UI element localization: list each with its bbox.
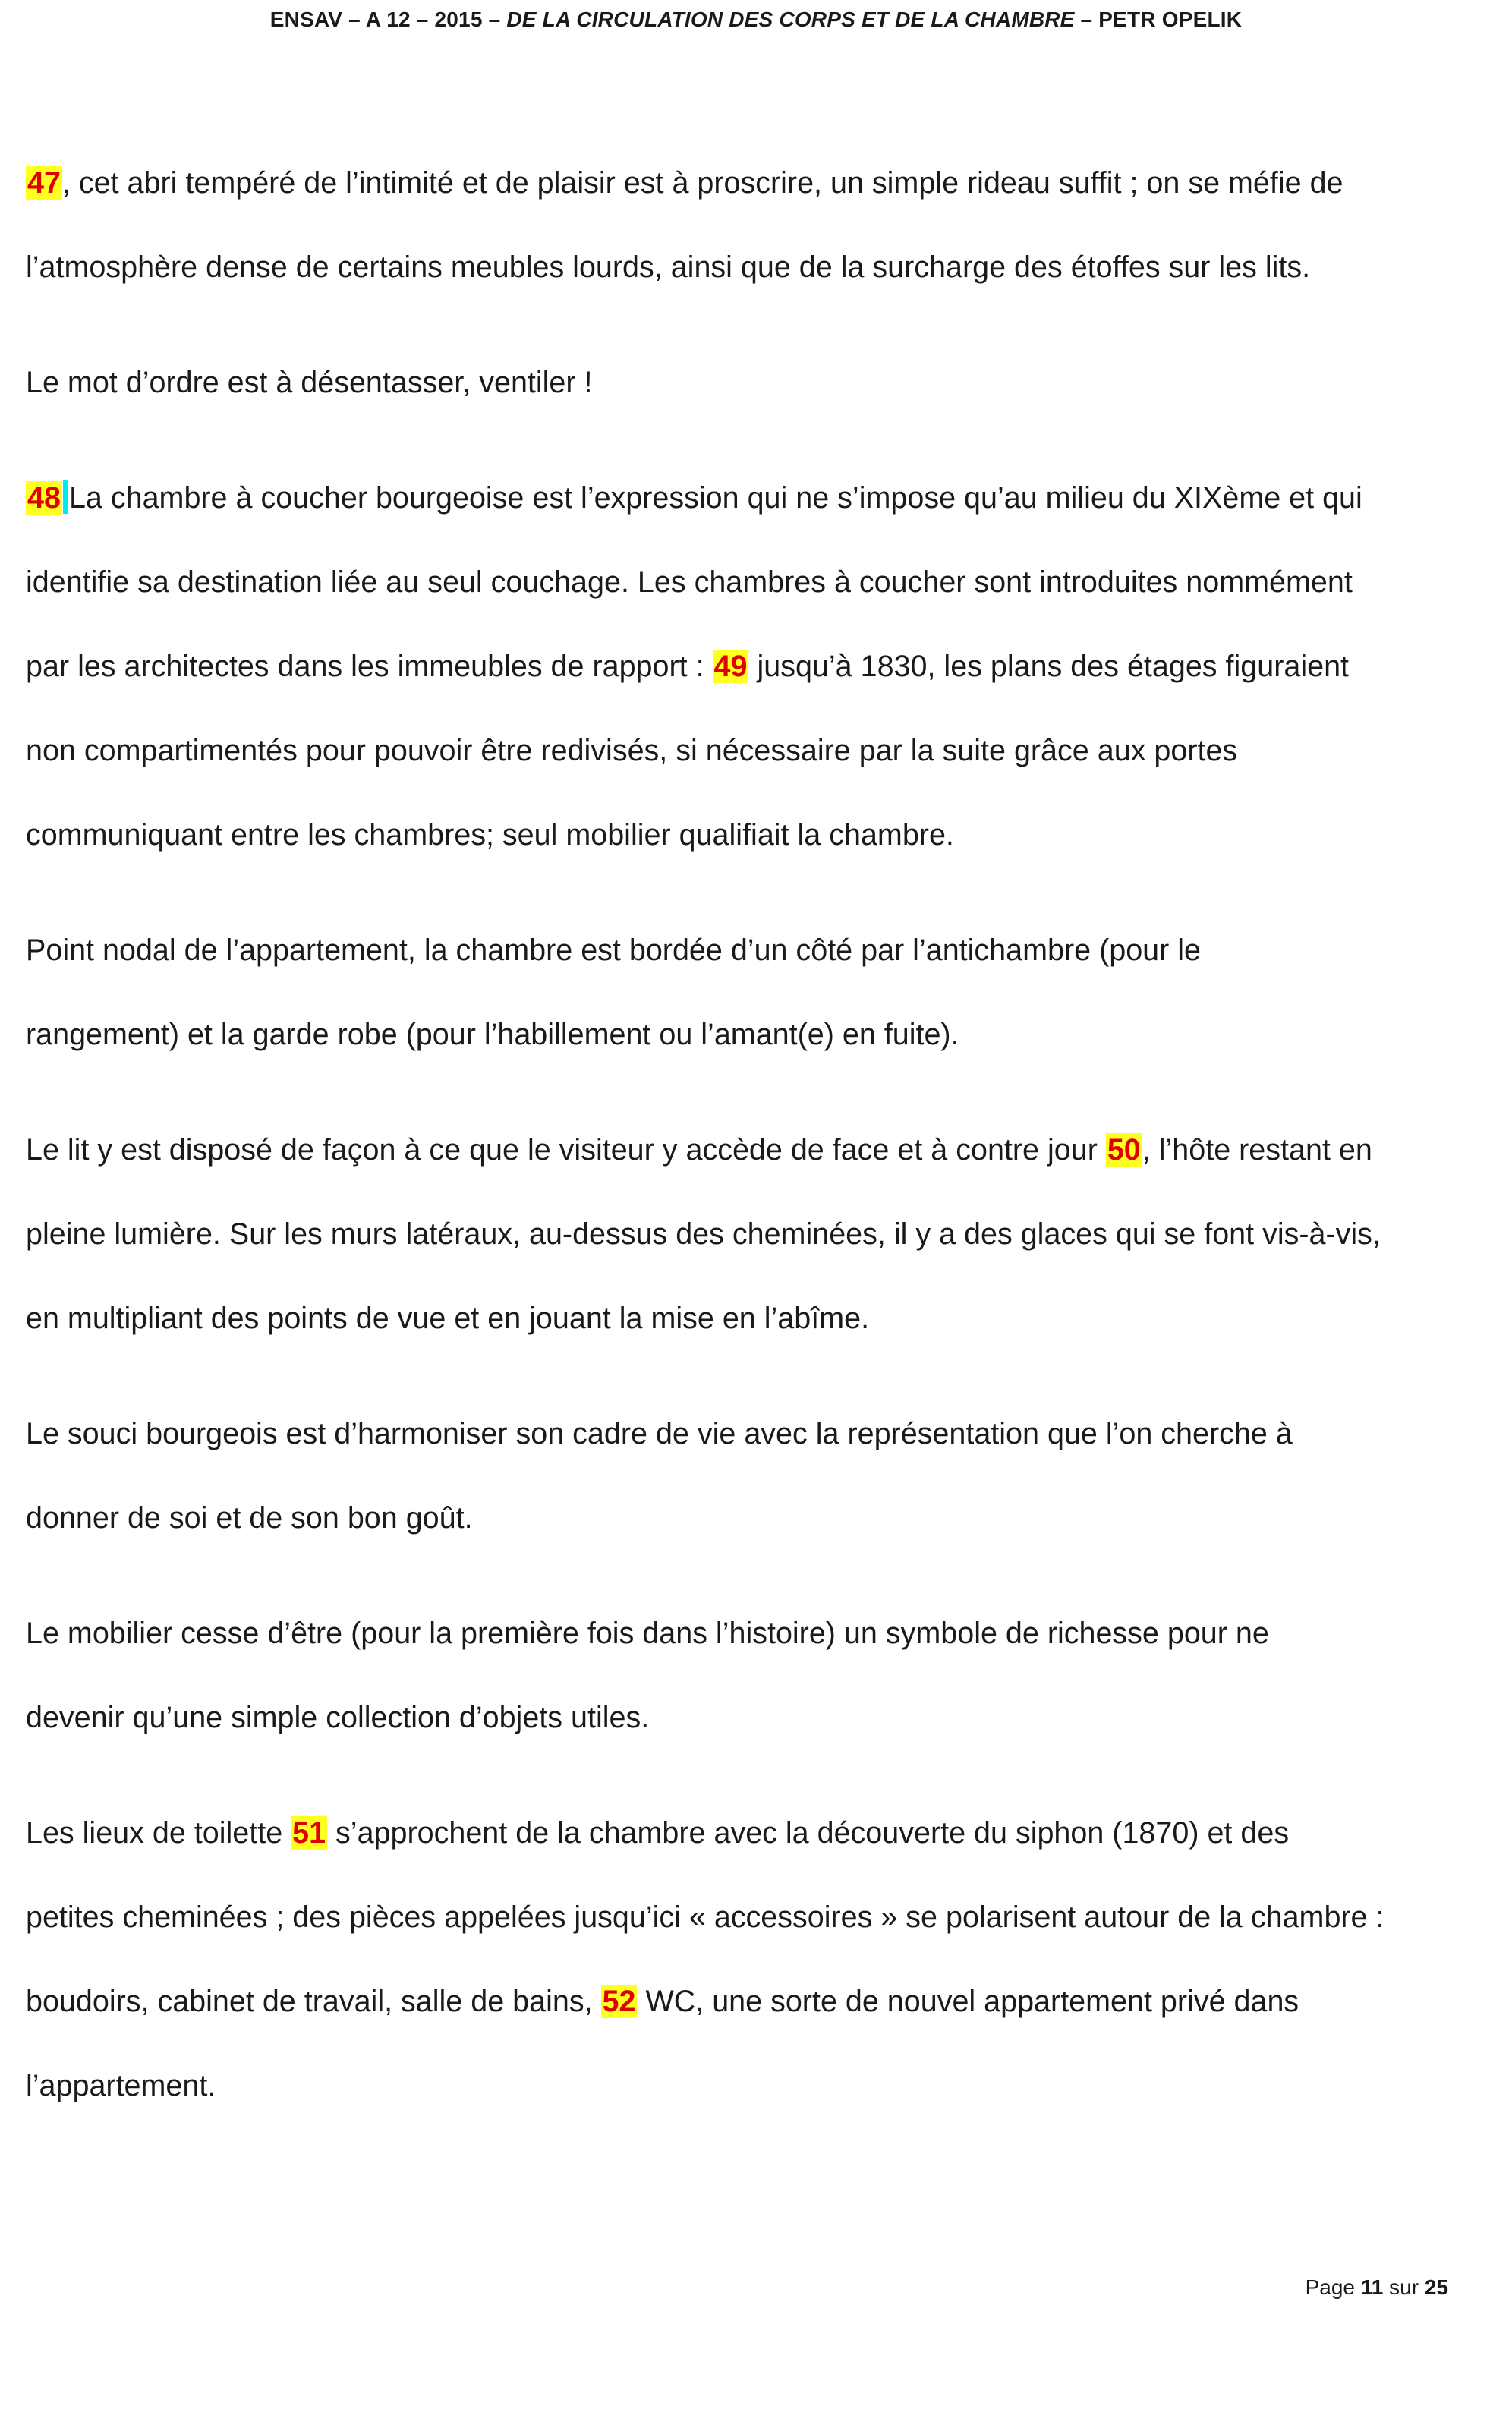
header-suffix: – PETR OPELIK — [1074, 8, 1243, 31]
text-line: identifie sa destination liée au seul couchage. Les chambres à coucher sont introduites nommément — [26, 565, 1353, 599]
footnote-ref-49[interactable]: 49 — [713, 650, 748, 683]
text-line: Le mobilier cesse d’être (pour la première fois dans l’histoire) un symbole de richesse pour ne — [26, 1617, 1269, 1650]
paragraph-1 — [26, 141, 1476, 310]
footnote-ref-47[interactable]: 47 — [27, 166, 61, 200]
page-number: Page 11 sur 25 — [1305, 2275, 1448, 2299]
text-line: pleine lumière. Sur les murs latéraux, au-dessus des cheminées, il y a des glaces qui se font vis-à-vis, — [26, 1217, 1381, 1251]
current-page: 11 — [1360, 2275, 1384, 2299]
text-line: boudoirs, cabinet de travail, salle de bains, 52 WC, une sorte de nouvel appartement privé dans — [26, 1985, 1299, 2018]
text-line: Le souci bourgeois est d’harmoniser son cadre de vie avec la représentation que l’on cherche à — [26, 1417, 1293, 1450]
text-line: Le mot d’ordre est à désentasser, ventiler ! — [26, 366, 593, 399]
text-line: 47, cet abri tempéré de l’intimité et de plaisir est à proscrire, un simple rideau suffit ; on se méfie de — [27, 166, 1343, 200]
footnote-ref-50[interactable]: 50 — [1107, 1133, 1141, 1167]
running-header — [0, 8, 1512, 32]
text-line: communiquant entre les chambres; seul mobilier qualifiait la chambre. — [26, 818, 954, 852]
header-title: DE LA CIRCULATION DES CORPS ET DE LA CHAMBRE — [506, 8, 1075, 31]
text-line: non compartimentés pour pouvoir être redivisés, si nécessaire par la suite grâce aux portes — [26, 734, 1238, 767]
text-cursor — [63, 480, 68, 514]
text-line: l’appartement. — [26, 2069, 216, 2102]
text-line: 48 La chambre à coucher bourgeoise est l’expression qui ne s’impose qu’au milieu du XIXème et qui — [27, 481, 1362, 515]
text-line: l’atmosphère dense de certains meubles lourds, ainsi que de la surcharge des étoffes sur les lits. — [26, 250, 1311, 284]
paragraph-3 — [26, 456, 1476, 877]
document-body — [26, 141, 1476, 2159]
text-line: Point nodal de l’appartement, la chambre est bordée d’un côté par l’antichambre (pour le — [26, 934, 1202, 967]
footnote-ref-51[interactable]: 51 — [292, 1816, 326, 1850]
paragraph-4 — [26, 908, 1476, 1077]
footnote-ref-48[interactable]: 48 — [27, 481, 61, 515]
text-line: Les lieux de toilette 51 s’approchent de la chambre avec la découverte du siphon (1870) et des — [26, 1816, 1290, 1850]
paragraph-5 — [26, 1108, 1476, 1361]
text-line: donner de soi et de son bon goût. — [26, 1501, 473, 1535]
paragraph-8 — [26, 1791, 1476, 2128]
text-line: Le lit y est disposé de façon à ce que le visiteur y accède de face et à contre jour 50, l’hôte restant en — [26, 1133, 1372, 1167]
text-line: en multipliant des points de vue et en jouant la mise en l’abîme. — [26, 1302, 870, 1335]
total-pages: 25 — [1424, 2275, 1448, 2299]
paragraph-6 — [26, 1392, 1476, 1560]
text-line: par les architectes dans les immeubles de rapport : 49 jusqu’à 1830, les plans des étages figuraient — [26, 650, 1350, 683]
footnote-ref-52[interactable]: 52 — [602, 1985, 636, 2018]
text-line: petites cheminées ; des pièces appelées jusqu’ici « accessoires » se polarisent autour de la chambre : — [26, 1900, 1384, 1934]
text-line: devenir qu’une simple collection d’objets utiles. — [26, 1701, 650, 1734]
text-line: rangement) et la garde robe (pour l’habillement ou l’amant(e) en fuite). — [26, 1018, 959, 1051]
paragraph-7 — [26, 1592, 1476, 1760]
paragraph-2 — [26, 341, 1476, 425]
header-prefix: ENSAV – A 12 – 2015 – — [269, 8, 507, 31]
